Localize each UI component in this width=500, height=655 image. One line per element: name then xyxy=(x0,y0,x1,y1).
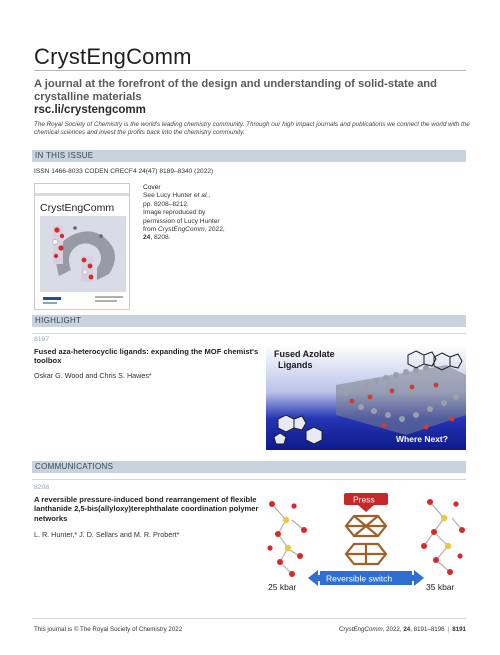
communications-article-title[interactable]: A reversible pressure-induced bond rearrangement of flexible lanthanide 2,5-bis(allyloxy)terephthalate coordination polymer networks xyxy=(34,495,259,523)
highlight-rule xyxy=(32,333,466,334)
issn-line: ISSN 1466-8033 CODEN CRECF4 24(47) 8189–8340 (2022) xyxy=(34,168,214,175)
footer-journal: CrystEngComm xyxy=(338,626,383,633)
footer-volume: 24 xyxy=(403,626,411,633)
highlight-label: HIGHLIGHT xyxy=(35,316,82,325)
communications-page-number: 8208 xyxy=(34,484,50,491)
communications-band xyxy=(32,461,466,473)
journal-title: CrystEngComm xyxy=(34,44,192,69)
communications-label: COMMUNICATIONS xyxy=(35,462,114,471)
in-this-issue-band xyxy=(32,150,466,162)
cover-caption-title: Cover xyxy=(143,184,161,191)
highlight-figure-label-bottom: Where Next? xyxy=(396,434,448,444)
header-rule xyxy=(34,70,466,71)
cover-image xyxy=(34,183,130,310)
footer-year: , 2022, xyxy=(382,626,404,633)
highlight-page-number: 8197 xyxy=(34,336,50,343)
left-pressure-label: 25 kbar xyxy=(268,582,297,592)
journal-url[interactable]: rsc.li/crystengcomm xyxy=(34,104,146,116)
cover-caption-journal: CrystEngComm xyxy=(158,226,205,234)
highlight-band xyxy=(32,315,466,327)
highlight-article-title[interactable]: Fused aza-heterocyclic ligands: expanding the MOF chemist's toolbox xyxy=(34,347,259,366)
footer-separator: | xyxy=(447,626,450,633)
journal-tagline: A journal at the forefront of the design and understanding of solid-state and crystalline materials xyxy=(34,78,437,103)
footer-copyright: This journal is © The Royal Society of Chemistry 2022 xyxy=(34,626,183,633)
footer-page-number: 8191 xyxy=(452,626,466,633)
cover-logo-text: CrystEngComm xyxy=(40,202,115,214)
footer-citation xyxy=(292,626,466,633)
press-label: Press xyxy=(353,494,375,505)
communications-article-authors: L. R. Hunter,* J. D. Sellars and M. R. Probert* xyxy=(34,530,180,539)
right-pressure-label: 35 kbar xyxy=(426,582,455,592)
in-this-issue-label: IN THIS ISSUE xyxy=(35,151,94,160)
highlight-figure xyxy=(266,345,466,450)
communications-graphic xyxy=(264,490,466,598)
cover-caption-pre: See Lucy Hunter xyxy=(143,192,194,200)
switch-label: Reversible switch xyxy=(326,573,393,584)
cover-caption-pages: , pp. 8208–8212. Image reproduced by permission of Lucy Hunter from xyxy=(143,192,220,234)
communications-figure xyxy=(264,490,466,598)
cover-caption xyxy=(143,184,253,243)
communications-rule xyxy=(32,479,466,480)
rsc-blurb: The Royal Society of Chemistry is the world's leading chemistry community. Through our high impact journals and publications we connect the world with the chemical sciences and invest the profits back into the chemistry community. xyxy=(34,121,470,137)
highlight-graphic xyxy=(266,345,466,450)
cover-caption-year: , 2022, xyxy=(204,226,225,234)
cover-caption-end: , 8208. xyxy=(150,234,171,242)
cover-caption-etal: et al. xyxy=(193,192,209,200)
footer-pages: , 8191–8196 xyxy=(410,626,445,633)
cover-illustration xyxy=(35,184,130,310)
footer-rule xyxy=(32,618,466,619)
highlight-article-authors: Oskar G. Wood and Chris S. Hawes* xyxy=(34,371,152,380)
highlight-figure-label-top: Fused Azolate Ligands xyxy=(274,349,335,370)
cover-caption-volume: 24 xyxy=(143,234,151,242)
